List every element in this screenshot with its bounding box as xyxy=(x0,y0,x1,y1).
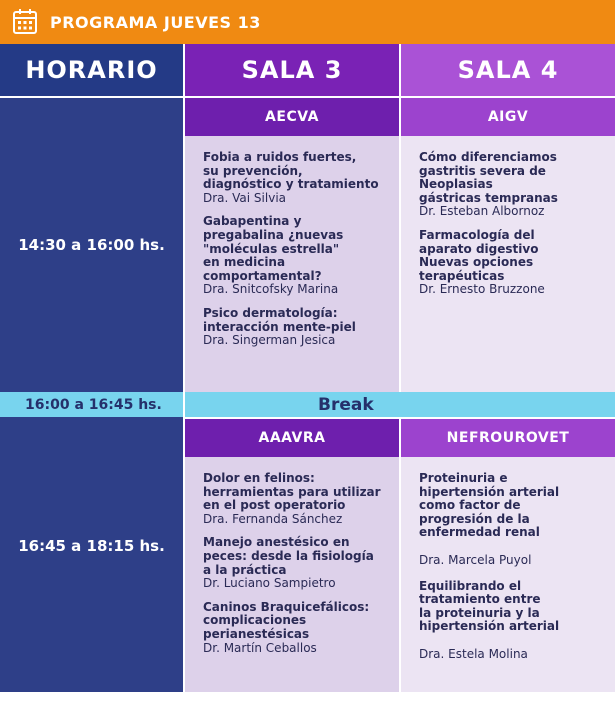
talk-speaker: Dr. Luciano Sampietro xyxy=(203,576,336,591)
talk-title: Cómo diferenciamos gastritis severa de Neoplasias gástricas tempranas xyxy=(419,150,558,205)
sala3-block1-talks xyxy=(185,136,399,392)
talk-title: Psico dermatología: interacción mente-piel xyxy=(203,305,356,334)
talk-speaker: Dra. Vai Silvia xyxy=(203,190,287,205)
talk xyxy=(203,215,389,297)
column-divider xyxy=(399,44,401,392)
talk xyxy=(419,580,605,662)
talk-speaker: Dr. Martín Ceballos xyxy=(203,640,317,655)
talk xyxy=(203,151,389,205)
talk-speaker: Dr. Ernesto Bruzzone xyxy=(419,282,545,297)
talk-title: Farmacología del aparato digestivo Nuevas opciones terapéuticas xyxy=(419,227,539,283)
column-divider xyxy=(399,417,401,692)
sala4-block1-talks xyxy=(401,136,615,392)
talk xyxy=(203,307,389,348)
talk xyxy=(419,151,605,219)
talk xyxy=(203,536,389,590)
talk-title: Caninos Braquicefálicos: complicaciones perianestésicas xyxy=(203,599,370,641)
org-sala3-block1: AECVA xyxy=(185,98,399,136)
org-sala3-block2: AAAVRA xyxy=(185,419,399,457)
org-sala4-block2: NEFROUROVET xyxy=(401,419,615,457)
break-label: Break xyxy=(318,395,374,415)
talk-speaker: Dr. Esteban Albornoz xyxy=(419,204,545,219)
talk-title: Gabapentina y pregabalina ¿nuevas "moléculas estrella" en medicina comportamental? xyxy=(203,214,344,283)
talk-speaker: Dra. Estela Molina xyxy=(419,646,528,661)
program-header-bar xyxy=(0,0,615,44)
talk-speaker: Dra. Marcela Puyol xyxy=(419,552,532,567)
sala4-block2-talks xyxy=(401,457,615,692)
talk-title: Fobia a ruidos fuertes, su prevención, diagnóstico y tratamiento xyxy=(203,150,379,192)
row-divider xyxy=(185,417,615,419)
column-header-horario: HORARIO xyxy=(0,44,183,96)
talk-title: Equilibrando el tratamiento entre la proteinuria y la hipertensión arterial xyxy=(419,578,560,634)
time-block2: 16:45 a 18:15 hs. xyxy=(18,537,165,555)
calendar-icon xyxy=(12,8,38,35)
sala3-block2-talks xyxy=(185,457,399,692)
talk-title: Manejo anestésico en peces: desde la fisiología a la práctica xyxy=(203,535,374,577)
talk xyxy=(203,472,389,526)
time-block1: 14:30 a 16:00 hs. xyxy=(18,236,165,254)
talk xyxy=(419,472,605,568)
talk xyxy=(203,601,389,655)
talk-title: Proteinuria e hipertensión arterial como factor de progresión de la enfermedad renal xyxy=(419,471,560,540)
column-header-sala4: SALA 4 xyxy=(401,44,615,96)
org-sala4-block1: AIGV xyxy=(401,98,615,136)
break-row xyxy=(0,392,615,417)
break-time: 16:00 a 16:45 hs. xyxy=(25,397,162,413)
program-title: PROGRAMA JUEVES 13 xyxy=(50,13,261,32)
talk-title: Dolor en felinos: herramientas para utilizar en el post operatorio xyxy=(203,471,381,513)
talk-speaker: Dra. Snitcofsky Marina xyxy=(203,282,339,297)
talk-speaker: Dra. Fernanda Sánchez xyxy=(203,511,343,526)
talk-speaker: Dra. Singerman Jesica xyxy=(203,333,336,348)
talk xyxy=(419,229,605,297)
column-divider xyxy=(183,44,185,692)
column-header-sala3: SALA 3 xyxy=(185,44,399,96)
